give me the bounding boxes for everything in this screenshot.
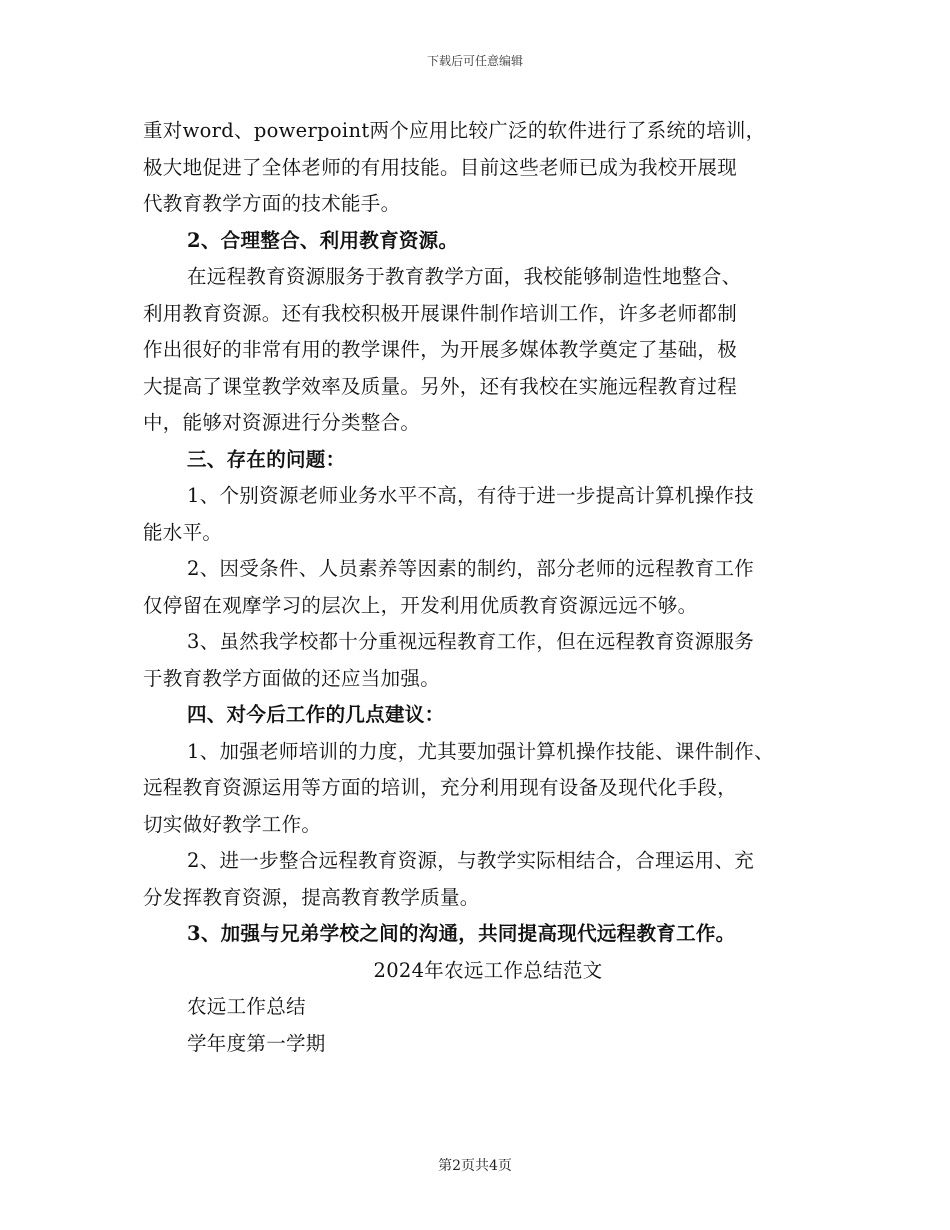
list-item: 1、加强老师培训的力度，尤其要加强计算机操作技能、课件制作、: [187, 739, 774, 763]
body-line: 能水平。: [143, 520, 223, 544]
list-item: 3、虽然我学校都十分重视远程教育工作，但在远程教育资源服务: [187, 630, 755, 653]
list-item: 1、个别资源老师业务水平不高，有待于进一步提高计算机操作技: [187, 484, 755, 507]
document-title: 2024年农远工作总结范文: [373, 958, 603, 982]
section-heading: 四、对今后工作的几点建议：: [187, 703, 445, 726]
page-number: 第2页共4页: [438, 1158, 512, 1174]
body-line: 代教育教学方面的技术能手。: [143, 192, 401, 215]
body-line: 仅停留在观摩学习的层次上，开发利用优质教育资源远远不够。: [143, 593, 698, 617]
body-line: 重对word、powerpoint两个应用比较广泛的软件进行了系统的培训，: [143, 119, 766, 142]
body-line: 远程教育资源运用等方面的培训，充分利用现有设备及现代化手段，: [143, 776, 738, 799]
body-line: 作出很好的非常有用的教学课件，为开展多媒体教学奠定了基础，极: [143, 338, 738, 361]
section-heading: 2、合理整合、利用教育资源。: [187, 228, 459, 252]
body-line: 大提高了课堂教学效率及质量。另外，还有我校在实施远程教育过程: [143, 374, 738, 398]
subtitle-line: 农远工作总结: [187, 995, 306, 1018]
body-line: 分发挥教育资源，提高教育教学质量。: [143, 885, 480, 909]
subtitle-line: 学年度第一学期: [187, 1031, 326, 1055]
body-line: 极大地促进了全体老师的有用技能。目前这些老师已成为我校开展现: [143, 155, 738, 179]
body-line: 切实做好教学工作。: [143, 812, 322, 836]
body-line: 于教育教学方面做的还应当加强。: [143, 666, 441, 690]
paragraph-first-line: 在远程教育资源服务于教育教学方面，我校能够制造性地整合、: [187, 265, 742, 288]
list-item: 2、进一步整合远程教育资源，与教学实际相结合，合理运用、充: [187, 849, 755, 872]
list-item: 2、因受条件、人员素养等因素的制约，部分老师的远程教育工作: [187, 557, 755, 580]
list-item-bold: 3、加强与兄弟学校之间的沟通，共同提高现代远程教育工作。: [187, 922, 736, 945]
section-heading: 三、存在的问题：: [187, 447, 346, 471]
body-line: 中，能够对资源进行分类整合。: [143, 411, 421, 434]
page-header-note: 下载后可任意编辑: [426, 54, 523, 68]
body-line: 利用教育资源。还有我校积极开展课件制作培训工作，许多老师都制: [143, 301, 738, 325]
document-body: [143, 113, 833, 1062]
